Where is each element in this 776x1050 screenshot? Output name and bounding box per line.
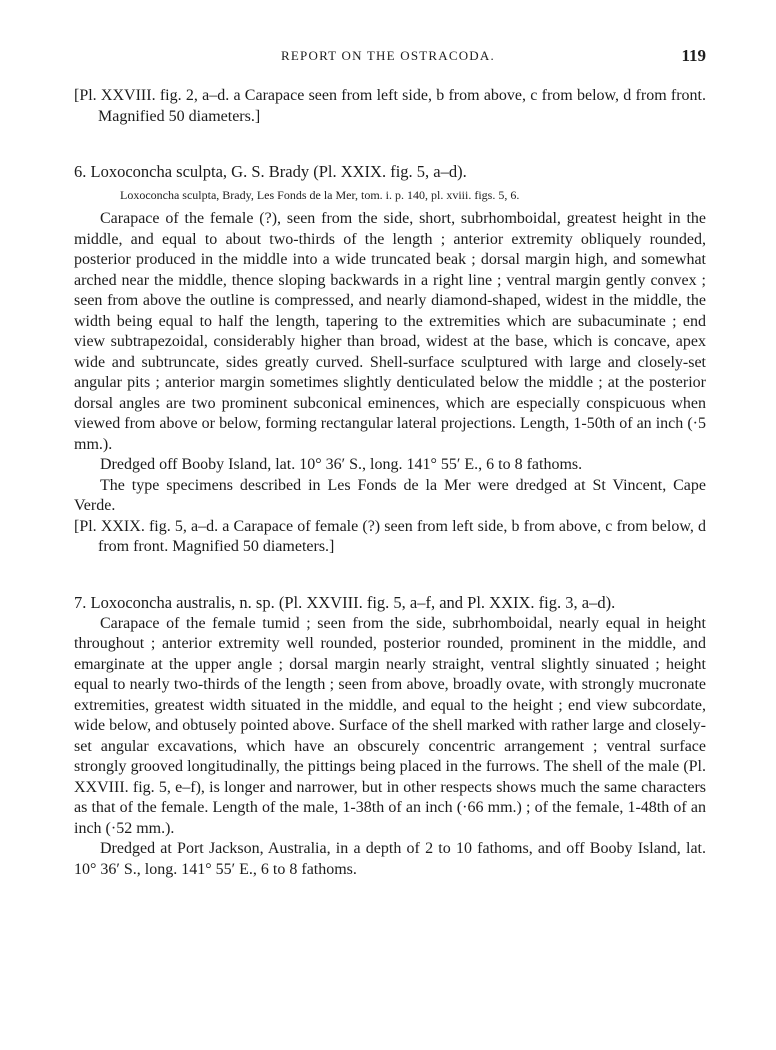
description-paragraph: Carapace of the female (?), seen from the side, short, subrhomboidal, greatest height in the middle, and equal to about two-thirds of the length ; anterior extremity obliquely rounded, posterior produced in the middle into a wide truncated beak ; dorsal margin high, and somewhat arched near the middle, thence sloping backwards in a right line ; ventral margin gently convex ; seen from above the outline is compressed, and nearly diamond-shaped, widest in the middle, the width being equal to half the length, tapering to the extremities which are subacuminate ; end view subtrapezoidal, considerably higher than broad, widest at the base, which is concave, apex wide and subtruncate, sides greatly curved. Shell-surface sculptured with large and closely-set angular pits ; anterior margin sometimes slightly denticulated below the middle ; at the posterior dorsal angles are two prominent subconical eminences, which are especially conspicuous when viewed from above or below, forming rectangular lateral projections. Length, 1-50th of an inch (·5 mm.). bbox=[74, 210, 706, 453]
locality-paragraph: Dredged off Booby Island, lat. 10° 36′ S., long. 141° 55′ E., 6 to 8 fathoms. bbox=[100, 456, 583, 473]
locality-paragraph: Dredged at Port Jackson, Australia, in a depth of 2 to 10 fathoms, and off Booby Island, lat. 10° 36′ S., long. 141° 55′ E., 6 to 8 fathoms. bbox=[74, 840, 706, 878]
description-paragraph: Carapace of the female tumid ; seen from the side, subrhomboidal, nearly equal in height throughout ; anterior extremity well rounded, posterior rounded, prominent in the middle, and emarginate at the upper angle ; dorsal margin nearly straight, ventral slightly sinuated ; height equal to nearly two-thirds of the length ; seen from above, broadly ovate, with strongly mucronate extremities, greatest width situated in the middle, and equal to the height ; end view subcordate, wide below, and obtusely pointed above. Surface of the shell marked with rather large and closely-set angular excavations, which have an obscurely concentric arrangement ; ventral surface strongly grooved longitudinally, the pittings being placed in the furrows. The shell of the male (Pl. XXVIII. fig. 5, e–f), is longer and narrower, but in other respects shows much the same characters as that of the female. Length of the male, 1-38th of an inch (·66 mm.) ; of the female, 1-48th of an inch (·52 mm.). bbox=[74, 614, 706, 837]
plate-caption-fig2: [Pl. XXVIII. fig. 2, a–d. a Carapace seen from left side, b from above, c from below, d from front. Magnified 50 diameters.] bbox=[74, 87, 706, 125]
species-heading-loxoconcha-australis: 7. Loxoconcha australis, n. sp. (Pl. XXVIII. fig. 5, a–f, and Pl. XXIX. fig. 3, a–d). bbox=[74, 592, 616, 612]
species-heading-loxoconcha-sculpta: 6. Loxoconcha sculpta, G. S. Brady (Pl. XXIX. fig. 5, a–d). bbox=[74, 162, 467, 181]
page-header bbox=[0, 46, 776, 70]
page-number: 119 bbox=[681, 46, 706, 65]
type-specimen-paragraph: The type specimens described in Les Fonds de la Mer were dredged at St Vincent, Cape Verde. bbox=[74, 476, 706, 514]
page-body bbox=[74, 86, 706, 880]
citation-loxoconcha-sculpta: Loxoconcha sculpta, Brady, Les Fonds de la Mer, tom. i. p. 140, pl. xviii. figs. 5, 6. bbox=[120, 188, 520, 202]
plate-caption-fig5: [Pl. XXIX. fig. 5, a–d. a Carapace of female (?) seen from left side, b from above, c from below, d from front. Magnified 50 diameters.] bbox=[74, 517, 706, 555]
running-title: REPORT ON THE OSTRACODA. bbox=[281, 48, 495, 63]
